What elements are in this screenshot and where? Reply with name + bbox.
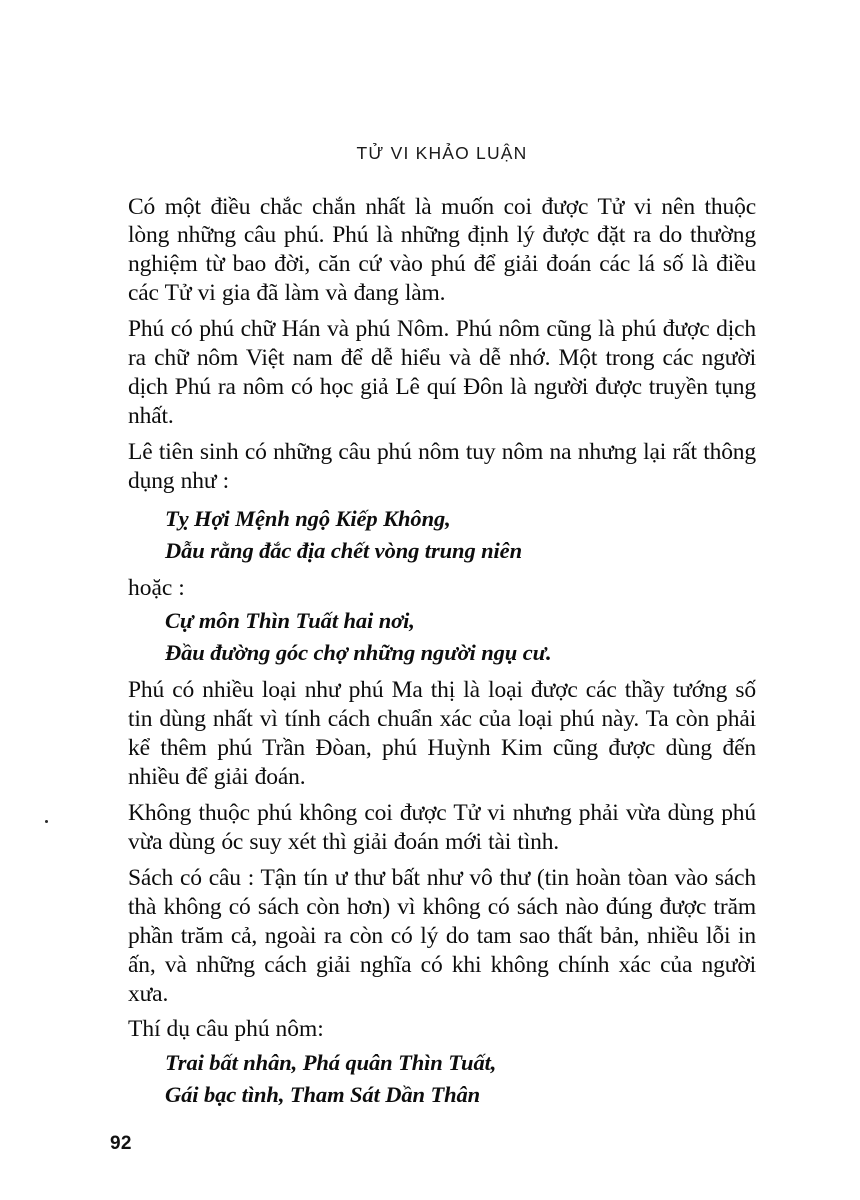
paragraph-2: Phú có phú chữ Hán và phú Nôm. Phú nôm cũng là phú được dịch ra chữ nôm Việt nam để dễ hiểu và dễ nhớ. Một trong các người dịch Phú ra nôm có học giả Lê quí Đôn là người được truyền tụng nhất. [128,316,756,429]
verse-block-3 [128,1047,756,1111]
verse-block-2 [128,605,756,669]
verse-line: Đầu đường góc chợ những người ngụ cư. [165,640,552,666]
paragraph-1: Có một điều chắc chắn nhất là muốn coi được Tử vi nên thuộc lòng những câu phú. Phú là những định lý được đặt ra do thường nghiệm từ bao đời, căn cứ vào phú để giải đoán các lá số là điều các Tử vi gia đã làm và đang làm. [128,193,756,307]
verse-block-1 [128,503,756,567]
verse-line: Cự môn Thìn Tuất hai nơi, [165,608,415,634]
scan-artifact-speck [45,820,48,823]
page-number: 92 [110,1133,132,1154]
paragraph-3: Lê tiên sinh có những câu phú nôm tuy nôm na nhưng lại rất thông dụng như : [128,438,756,494]
page-content [128,145,756,1118]
verse-line: Dẫu rằng đắc địa chết vòng trung niên [165,537,522,563]
paragraph-4: Phú có nhiều loại như phú Ma thị là loại được các thầy tướng số tin dùng nhất vì tính cách chuẩn xác của loại phú này. Ta còn phải kể thêm phú Trần Đòan, phú Huỳnh Kim cũng được dùng đến nhiều để giải đoán. [128,677,756,791]
running-head: TỬ VI KHẢO LUẬN [356,143,528,163]
lead-in-hoac: hoặc : [128,574,185,601]
lead-in-thidu: Thí dụ câu phú nôm: [128,1016,324,1043]
verse-line: Trai bất nhân, Phá quân Thìn Tuất, [165,1050,497,1076]
paragraph-6: Sách có câu : Tận tín ư thư bất như vô thư (tin hoàn tòan vào sách thà không có sách còn hơn) vì không có sách nào đúng được trăm phần trăm cả, ngoài ra còn có lý do tam sao thất bản, nhiều lỗi in ấn, và những cách giải nghĩa có khi không chính xác của người xưa. [128,864,756,1007]
verse-line: Tỵ Hợi Mệnh ngộ Kiếp Không, [165,505,451,531]
paragraph-5: Không thuộc phú không coi được Tử vi nhưng phải vừa dùng phú vừa dùng óc suy xét thì giải đoán mới tài tình. [128,800,756,855]
body-text-flow [128,193,756,1112]
verse-line: Gái bạc tình, Tham Sát Dần Thân [165,1082,481,1108]
